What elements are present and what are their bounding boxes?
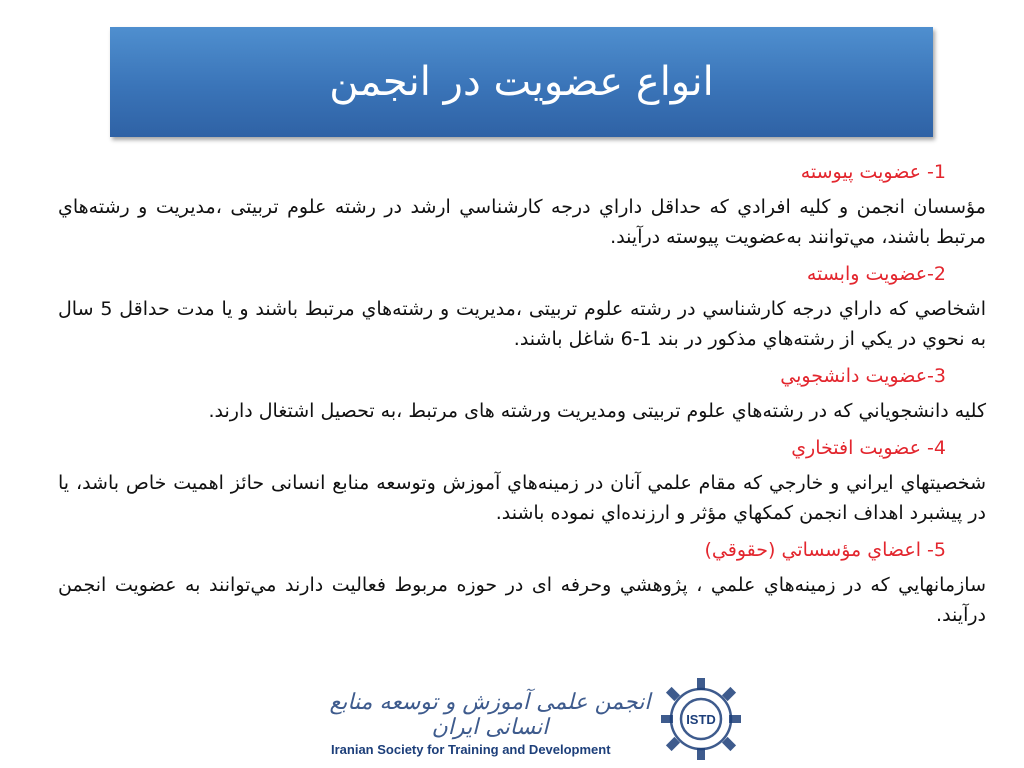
membership-heading-2: 2-عضويت وابسته (806, 263, 946, 285)
membership-body-3: كليه دانشجوياني كه در رشته‌هاي علوم تربيتی ومديريت ورشته های مرتبط ،به تحصيل اشتغال دارند. (208, 400, 986, 422)
title-banner (110, 27, 933, 137)
membership-heading-1: 1- عضويت پيوسته (800, 161, 946, 183)
slide-title: انواع عضويت در انجمن (329, 59, 714, 105)
membership-heading-5: 5- اعضاي مؤسساتي (حقوقي) (704, 539, 946, 561)
membership-body-5: سازمانهايي كه در زمينه‌هاي علمي ، پژوهشي وحرفه ای در حوزه مربوط فعاليت دارند مي‌توانند به عضويت انجمن درآيند. (58, 574, 986, 626)
membership-body-4: شخصيتهاي ايراني و خارجي كه مقام علمي آنان در زمينه‌هاي آموزش وتوسعه منابع انسانی حائز اهميت خاص باشد، يا در پيشبرد اهداف انجمن كمكهاي مؤثر و ارزنده‌اي نموده باشند. (58, 472, 986, 524)
membership-body-1: مؤسسان انجمن و كليه افرادي كه حداقل داراي درجه كارشناسي ارشد در رشته علوم تربيتی ،مديريت و رشته‌هاي مرتبط باشند، مي‌توانند به‌عضويت پيوسته درآيند. (58, 196, 986, 248)
membership-body-2: اشخاصي كه داراي درجه كارشناسي در رشته علوم تربيتی ،مديريت و رشته‌هاي مرتبط باشند و يا مدت حداقل 5 سال به نحوي در يكي از رشته‌هاي مذكور در بند 1-6 شاغل باشند. (58, 298, 986, 350)
membership-heading-4: 4- عضويت افتخاري (791, 437, 946, 459)
logo-english-name: Iranian Society for Training and Development (331, 742, 611, 757)
membership-heading-3: 3-عضويت دانشجويي (780, 365, 946, 387)
membership-list (58, 158, 986, 638)
istd-logo (325, 670, 755, 768)
logo-abbr: ISTD (686, 712, 716, 727)
gear-icon (655, 670, 747, 768)
logo-persian-name: انجمن علمی آموزش و توسعه منابع انسانی ایران (329, 690, 651, 740)
